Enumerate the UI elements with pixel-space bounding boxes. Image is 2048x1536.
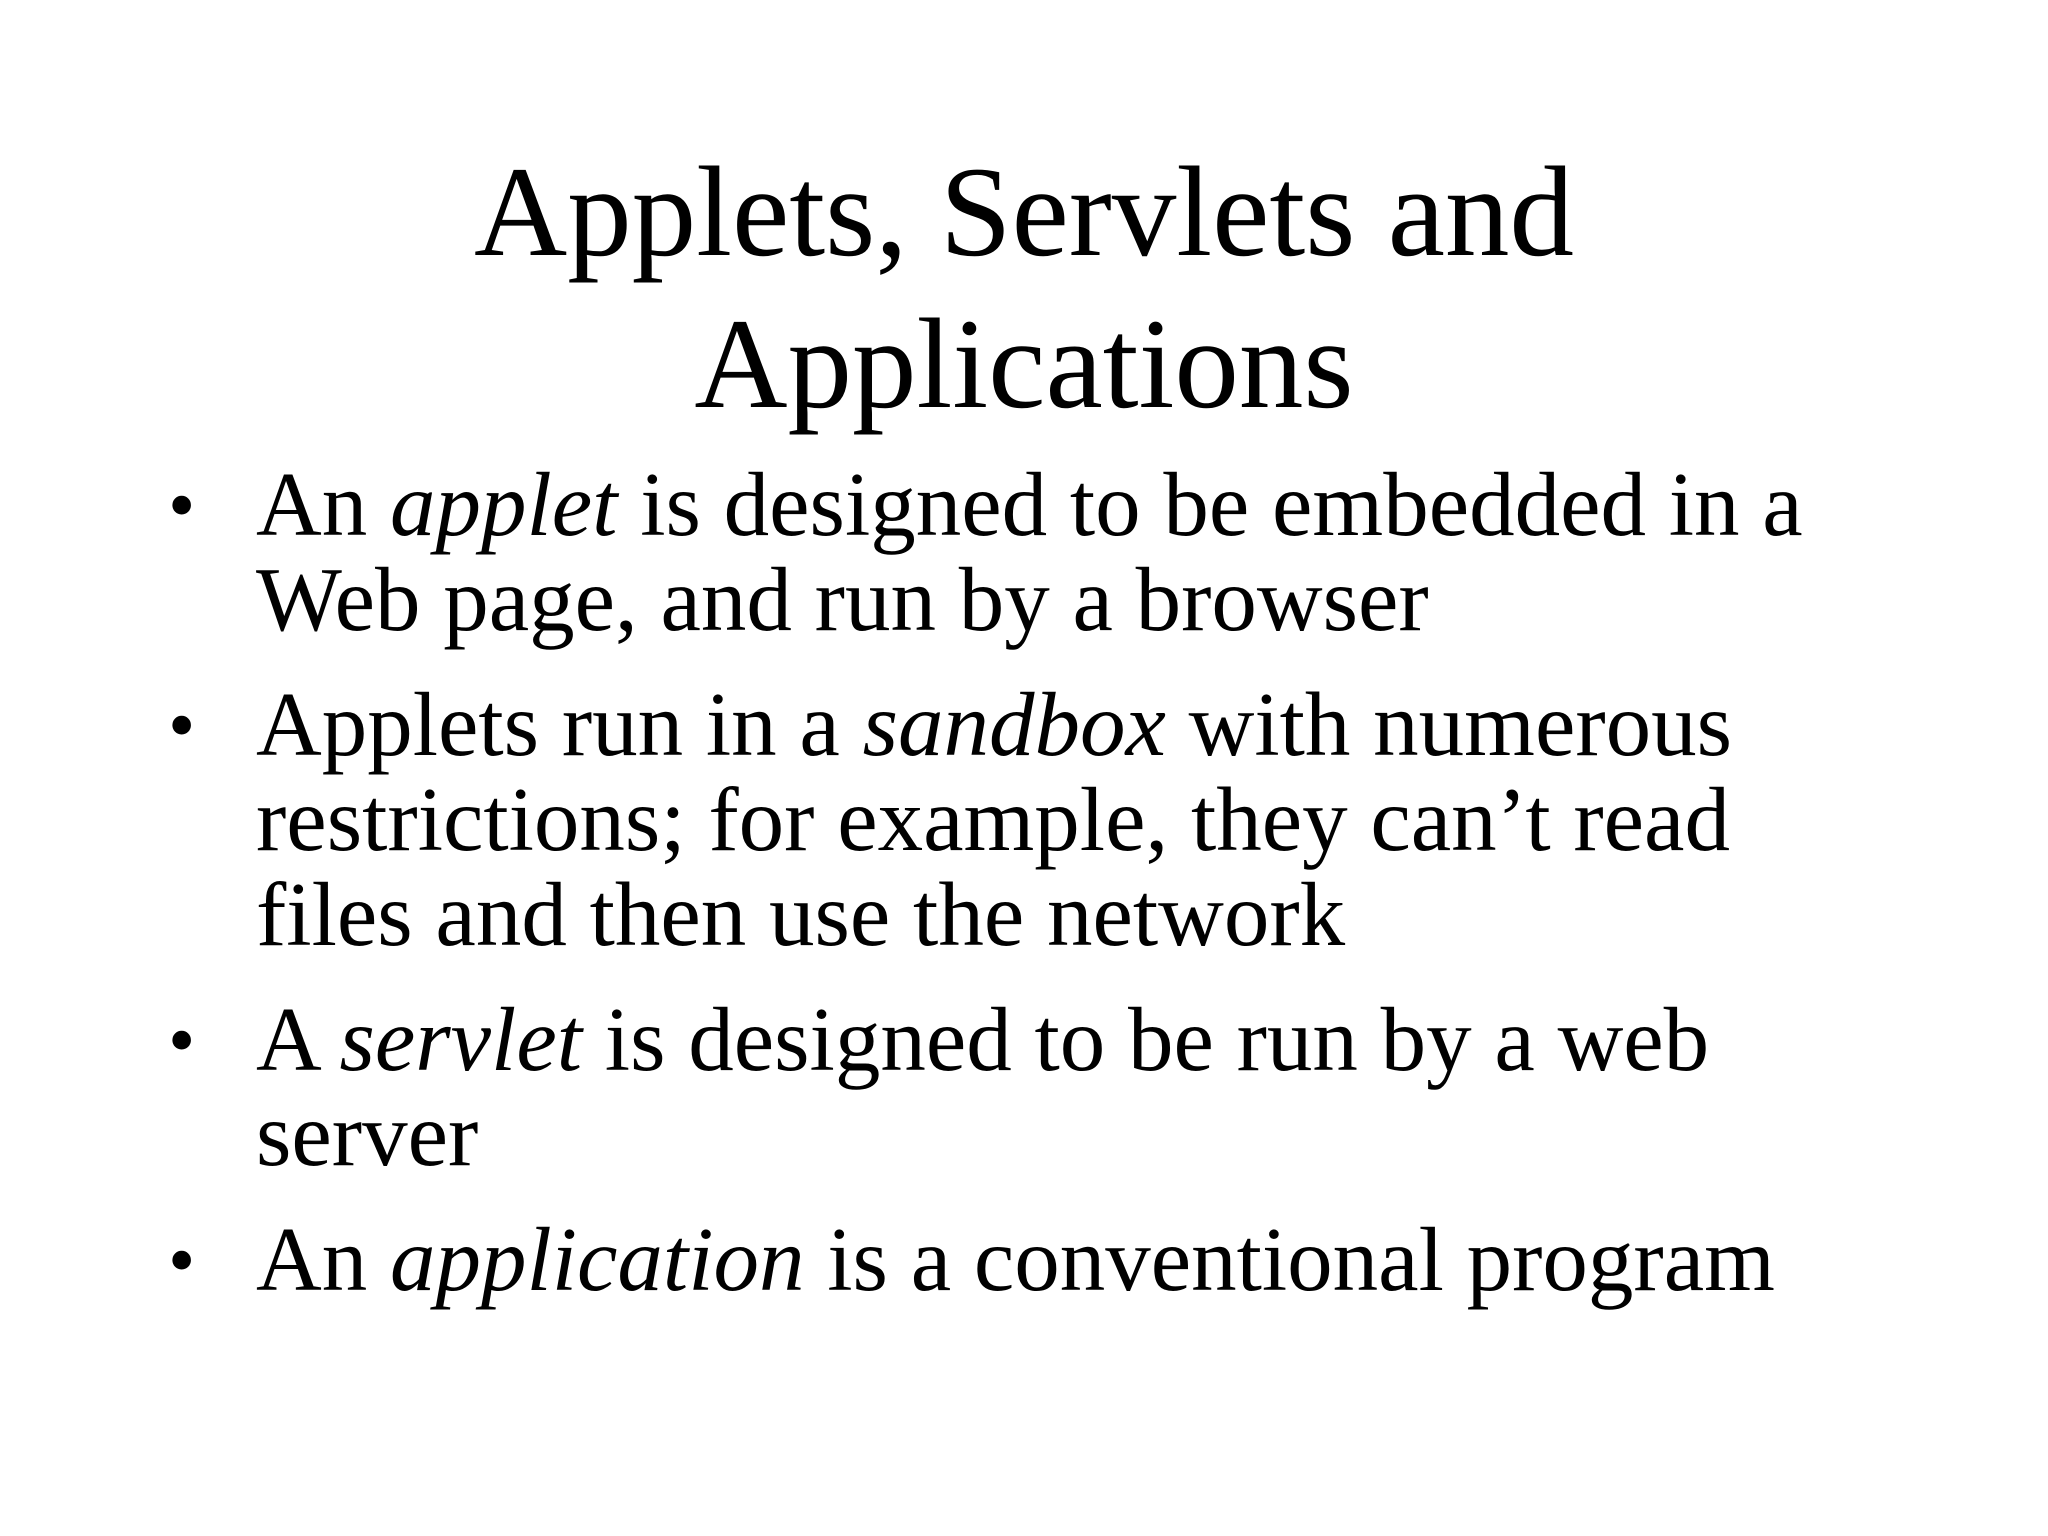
bullet-line: restrictions; for example, they can’t read [256,769,1730,870]
bullet-list [168,454,1888,1337]
text-run: Applets run in a [256,674,863,775]
text-run: is designed to be run by a web [582,989,1710,1090]
text-run: An [256,454,390,555]
bullet-item-applet [168,454,1888,650]
bullet-item-application [168,1209,1888,1310]
emphasis-term: sandbox [862,674,1166,775]
emphasis-term: servlet [339,989,583,1090]
text-run: An [256,1209,390,1310]
bullet-line [256,454,1888,555]
bullet-line [256,989,1888,1090]
bullet-line: files and then use the network [256,864,1346,965]
bullet-icon: • [168,996,196,1083]
text-run: is a conventional program [804,1209,1775,1310]
text-run: A [256,989,340,1090]
title-line-1: Applets, Servlets and [474,140,1574,283]
bullet-icon: • [168,461,196,548]
emphasis-term: applet [389,454,618,555]
slide-title [0,136,2048,440]
bullet-line: Web page, and run by a browser [256,549,1429,650]
bullet-line [256,674,1888,775]
title-line-2: Applications [694,292,1354,435]
bullet-line: server [256,1084,479,1185]
bullet-icon: • [168,1216,196,1303]
text-run: with numerous [1165,674,1733,775]
text-run: is designed to be embedded in a [617,454,1803,555]
bullet-item-sandbox [168,674,1888,965]
bullet-line [256,1209,1888,1310]
bullet-item-servlet [168,989,1888,1185]
bullet-icon: • [168,681,196,768]
emphasis-term: application [389,1209,805,1310]
